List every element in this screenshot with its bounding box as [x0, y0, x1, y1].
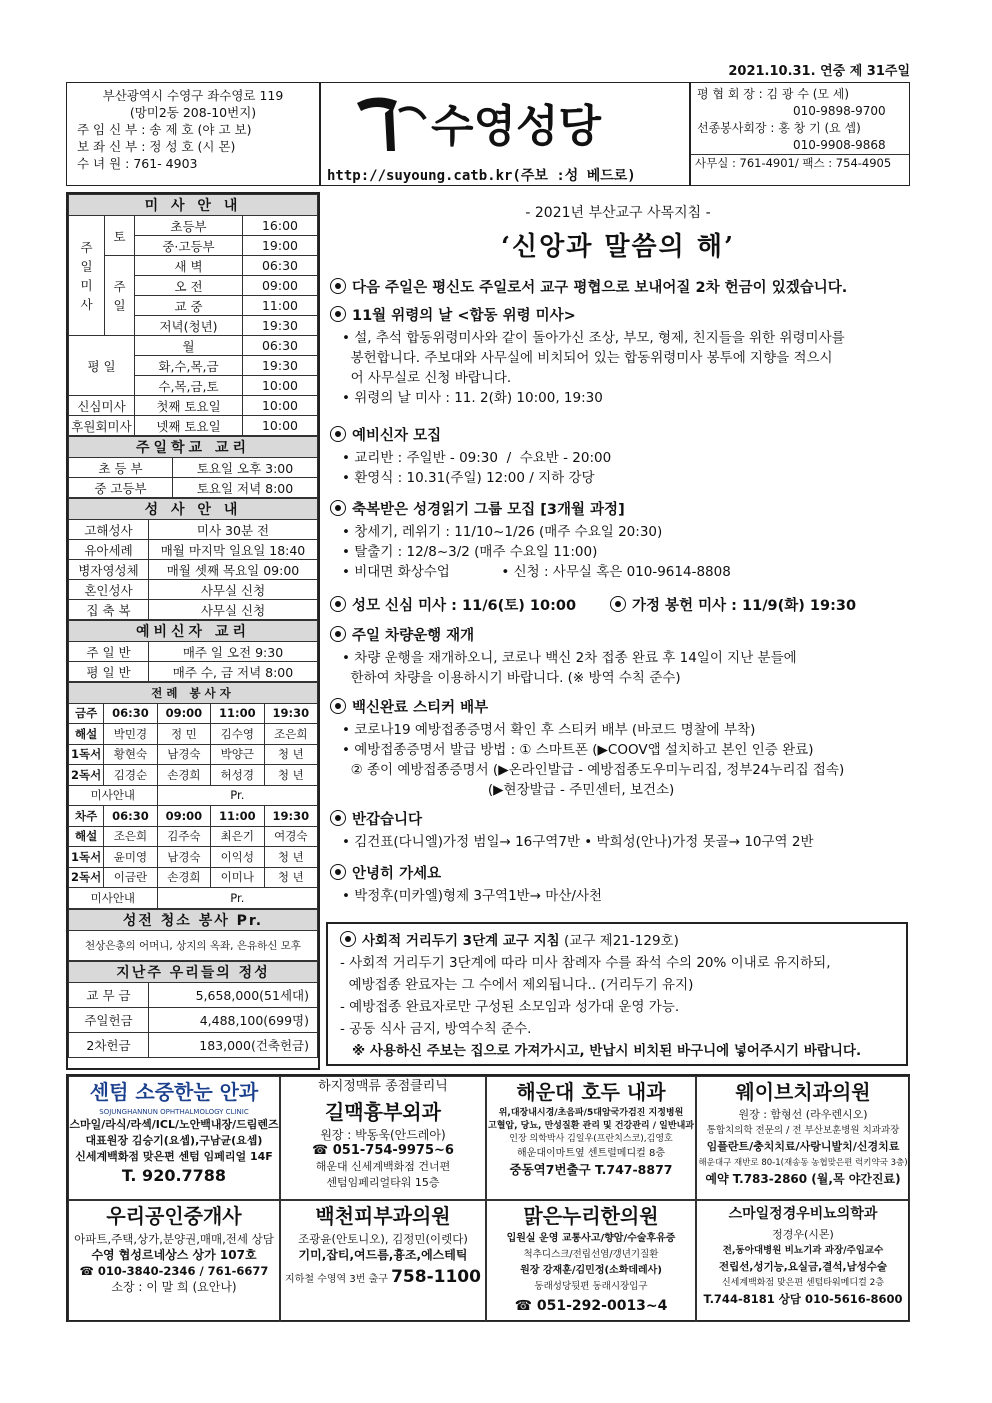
announcement-body: • 설, 추석 합동위령미사와 같이 돌아가신 조상, 부모, 형제, 친지들을 위한 위령미사를 봉헌합니다. 주보대와 사무실에 비치되어 있는 합동위령미사 봉투에 지향을 적으시 어 사무실로 신청 바랍니다. • 위령의 날 미사 : 11. 2(화) 10:00, 19:30 — [342, 330, 845, 406]
announcement-heading: 백신완료 스티커 배부 — [330, 696, 488, 717]
saturday-label: 토 — [105, 216, 135, 256]
announcement-body: • 김건표(다니엘)가정 범일→ 16구역7반 • 박희성(안나)가정 못골→ 10구역 2반 — [342, 834, 814, 850]
announcement-body: • 창세기, 레위기 : 11/10~1/26 (매주 수요일 20:30) • 탈출기 : 12/8~3/2 (매주 수요일 11:00) • 비대면 화상수업 • 신청 : 사무실 혹은 010-9614-8808 — [342, 524, 731, 580]
announcement-heading: 가정 봉헌 미사 : 11/9(화) 19:30 — [610, 594, 856, 615]
ad-dental-clinic: 웨이브치과의원 원장 : 함형선 (라우렌시오) 통합치의학 전문의 / 전 부산보훈병원 치과과장 임플란트/충치치료/사랑니발치/신경치료 해운대구 재반로 80-1(재송동 농협맞은편 럭키약국 3층) 예약 T.783-2860 (월,목 야간진료) — [696, 1076, 910, 1200]
council-phone: 010-9908-9868 — [793, 138, 886, 152]
table-row: 해설 박민경 정 민 김수영 조은희 — [69, 724, 318, 745]
ad-internal-medicine: 해운대 호두 내과 위,대장내시경/초음파/5대암국가검진 지정병원 고혈압, 당뇨, 만성질환 관리 및 건강관리 / 일반내과 인장 의학박사 김일우(프란치스코),김영호 해운대이마트옆 센트럴메디컬 8층 중동역7번출구 T.747-8877 — [486, 1076, 696, 1200]
announcement-heading: 다음 주일은 평신도 주일로서 교구 평협으로 보내어질 2차 헌금이 있겠습니다. — [330, 276, 847, 297]
table-row: 1독서 황현숙 남경숙 박양근 청 년 — [69, 744, 318, 765]
announcement-body: • 차량 운행을 재개하오니, 코로나 백신 2차 접종 완료 후 14일이 지난 분들에 한하여 차량을 이용하시기 바랍니다. (※ 방역 수칙 준수) — [342, 650, 797, 686]
ad-urology: 스마일정경우비뇨의학과 정경우(시몬) 전,동아대병원 비뇨기과 과장/주임교수 전립선,성기능,요실금,결석,남성수술 신세계백화점 맞은편 센텀타워메디컬 2층 T.744-8181 상담 010-5616-8600 — [696, 1200, 910, 1322]
notice-footer: ※ 사용하신 주보는 집으로 가져가시고, 반납시 비치된 바구니에 넣어주시기 바랍니다. — [352, 1043, 862, 1059]
logo-text: 수영성당 — [431, 101, 602, 152]
office-contact: 사무실 : 761-4901/ 팩스 : 754-4905 — [691, 154, 909, 172]
announcement-body: • 박정후(미카엘)형제 3구역1반→ 마산/사천 — [342, 888, 603, 904]
council-row: 선종봉사회장 : 홍 창 기 (요 셉) — [697, 121, 861, 135]
table-row: 2독서 이금란 손경희 이미나 청 년 — [69, 867, 318, 888]
mass-table: 미 사 안 내 주 일 미 사 토 초등부 16:00 중·고등부 19:00 주 일 새 벽 06:30 오 전 09:00 교 중 11:00 저녁(청년) 19:30 평 일 월 06:30 화,수,목,금 19:30 수,목,금,토 10:00 신심미사 첫째 토요일 10:00 후원회미사 넷째 토요일 10:00 — [68, 194, 318, 436]
sunday-mass-label: 주 일 미 사 — [69, 216, 105, 336]
ad-surgery-clinic: 하지정맥류 종점클리닉 길맥흉부외과 원장 : 박동욱(안드레아) ☎ 051-754-9975~6 해운대 신세계백화점 건너편 센텀임페리얼타워 15층 — [280, 1076, 486, 1200]
staff-row: 보 좌 신 부 : 정 성 호 (시 몬) — [77, 139, 236, 154]
announcement-body: • 교리반 : 주일반 - 09:30 / 수요반 - 20:00 • 환영식 : 10.31(주일) 12:00 / 지하 강당 — [342, 450, 612, 486]
bullet-icon — [330, 864, 346, 880]
staff-row: 수 녀 원 : 761- 4903 — [77, 156, 198, 171]
table-row: 1독서 윤미영 남경숙 이익성 청 년 — [69, 847, 318, 868]
catechumen-table: 예비신자 교리 주 일 반 매주 일 오전 9:30 평 일 반 매주 수, 금 저녁 8:00 — [68, 620, 318, 682]
council-phone: 010-9898-9700 — [793, 104, 886, 118]
bullet-icon — [330, 810, 346, 826]
announcement-heading: 11월 위령의 날 <합동 위령 미사> — [330, 304, 576, 325]
parish-address-box — [66, 82, 320, 186]
bullet-icon — [610, 596, 626, 612]
ad-eye-clinic: 센텀 소중한눈 안과 SOJUNGHANNUN OPHTHALMOLOGY CLINIC 스마일/라식/라섹/ICL/노안백내장/드림렌즈 대표원장 김승기(요셉),구남균(요셉) 신세계백화점 맞은편 센텀 임페리얼 14F T. 920.7788 — [68, 1076, 280, 1200]
bullet-icon — [330, 596, 346, 612]
bullet-icon — [330, 278, 346, 294]
bullet-icon — [340, 931, 356, 947]
schedule-column — [66, 192, 320, 1070]
bullet-icon — [330, 306, 346, 322]
council-row: 평 협 회 장 : 김 광 수 (모 세) — [697, 87, 850, 101]
offering-table: 지난주 우리들의 정성 교 무 금 5,658,000(51세대) 주일헌금 4,488,100(699명) 2차헌금 183,000(건축헌금) — [68, 961, 318, 1058]
servers-table: 전례 봉사자 금주 06:30 09:00 11:00 19:30 해설 박민경 정 민 김수영 조은희 1독서 황현숙 남경숙 박양근 청 년 2독서 김경순 손경희 허성경 청 년 미사안내 Pr. 차주 06:30 09:00 11:00 19:30 해설 조은희 김주숙 최은기 여경숙 1독서 윤미영 남경숙 이익성 청 년 2독서 이금란 손경희 이미나 청 년 미사안내 Pr. — [68, 682, 318, 909]
address-line: 부산광역시 수영구 좌수영로 119 — [102, 88, 284, 103]
announcements — [326, 192, 910, 918]
weekday-label: 평 일 — [69, 336, 135, 396]
issue-date: 2021.10.31. 연중 제 31주일 — [728, 64, 910, 79]
parish-url[interactable]: http://suyoung.catb.kr(주보 :성 베드로) — [327, 168, 636, 184]
staff-row: 주 임 신 부 : 송 제 호 (야 고 보) — [77, 122, 252, 137]
sunday-label: 주 일 — [105, 256, 135, 336]
sunday-school-table: 주일학교 교리 초 등 부 토요일 오후 3:00 중 고등부 토요일 저녁 8:00 — [68, 436, 318, 498]
address-line: (망미2동 208-10번지) — [129, 105, 257, 120]
announcement-heading: 반갑습니다 — [330, 808, 422, 829]
ad-oriental-clinic: 맑은누리한의원 입원실 운영 교통사고/향암/수술후유증 척추디스크/전립선염/갱년기질환 원장 강재훈/김민정(소화데레사) 동래성당뒷편 동래시장입구 ☎ 051-292-0013~4 — [486, 1200, 696, 1322]
announcement-body: • 코로나19 예방접종증명서 확인 후 스티커 배부 (바코드 명찰에 부착) • 예방접종증명서 발급 방법 : ① 스마트폰 (▶COOV앱 설치하고 본인 인증 완료) ② 종이 예방접종증명서 (▶온라인발급 - 예방접종도우미누리집, 정부24누리집 접속) (▶현장발급 - 주민센터, 보건소) — [342, 722, 845, 798]
mass-title: 미 사 안 내 — [69, 195, 318, 216]
announcement-heading: 성모 신심 미사 : 11/6(토) 10:00 — [330, 594, 576, 615]
table-row: 2독서 김경순 손경희 허성경 청 년 — [69, 765, 318, 786]
announcement-heading: 안녕히 가세요 — [330, 862, 441, 883]
masthead-logo-box — [320, 82, 690, 186]
motto-caption: - 2021년 부산교구 사목지침 - — [525, 205, 711, 221]
cleaning-table: 성전 청소 봉사 Pr. 천상은총의 어머니, 상지의 옥좌, 은유하신 모후 — [68, 909, 318, 961]
sacrament-table: 성 사 안 내 고해성사 미사 30분 전 유아세례 매월 마지막 일요일 18:40 병자영성체 매월 셋째 목요일 09:00 혼인성사 사무실 신청 집 축 복 사무실 신청 — [68, 498, 318, 620]
table-row: 해설 조은희 김주숙 최은기 여경숙 — [69, 826, 318, 847]
announcement-heading: 축복받은 성경읽기 그룹 모집 [3개월 과정] — [330, 498, 625, 519]
ad-real-estate: 우리공인중개사 아파트,주택,상가,분양권,매매,전세 상담 수영 협성르네상스 상가 107호 ☎ 010-3840-2346 / 761-6677 소장 : 이 말 희 (요안나) — [68, 1200, 280, 1322]
notice-heading: 사회적 거리두기 3단계 교구 지침 (교구 제21-129호) — [340, 930, 894, 952]
advertisement-grid — [66, 1074, 910, 1322]
motto-title: ‘신앙과 말씀의 해’ — [500, 232, 736, 262]
announcement-heading: 예비신자 모집 — [330, 424, 441, 445]
ad-dermatology: 백천피부과의원 조광윤(안토니오), 김정민(이렛다) 기미,잡티,여드름,흉조,에스테틱 지하철 수영역 3번 출구 758-1100 — [280, 1200, 486, 1322]
announcement-heading: 주일 차량운행 재개 — [330, 624, 474, 645]
council-info-box — [690, 82, 910, 186]
bullet-icon — [330, 698, 346, 714]
parish-logo — [335, 89, 675, 155]
distancing-notice: 사회적 거리두기 3단계 교구 지침 (교구 제21-129호) - 사회적 거리두기 3단계에 따라 미사 참례자 수를 좌석 수의 20% 이내로 유지하되, 예방접종 완료자는 그 수에서 제외됩니다.. (거리두기 유지) - 예방접종 완료자로만 구성된 소모임과 성가대 운영 가능. - 공동 식사 금지, 방역수칙 준수. ※ 사용하신 주보는 집으로 가져가시고, 반납시 비치된 바구니에 넣어주시기 바랍니다. — [326, 922, 908, 1066]
bullet-icon — [330, 426, 346, 442]
bullet-icon — [330, 500, 346, 516]
ad-location-line: 지하철 수영역 3번 출구 758-1100 — [285, 1267, 481, 1287]
bullet-icon — [330, 626, 346, 642]
